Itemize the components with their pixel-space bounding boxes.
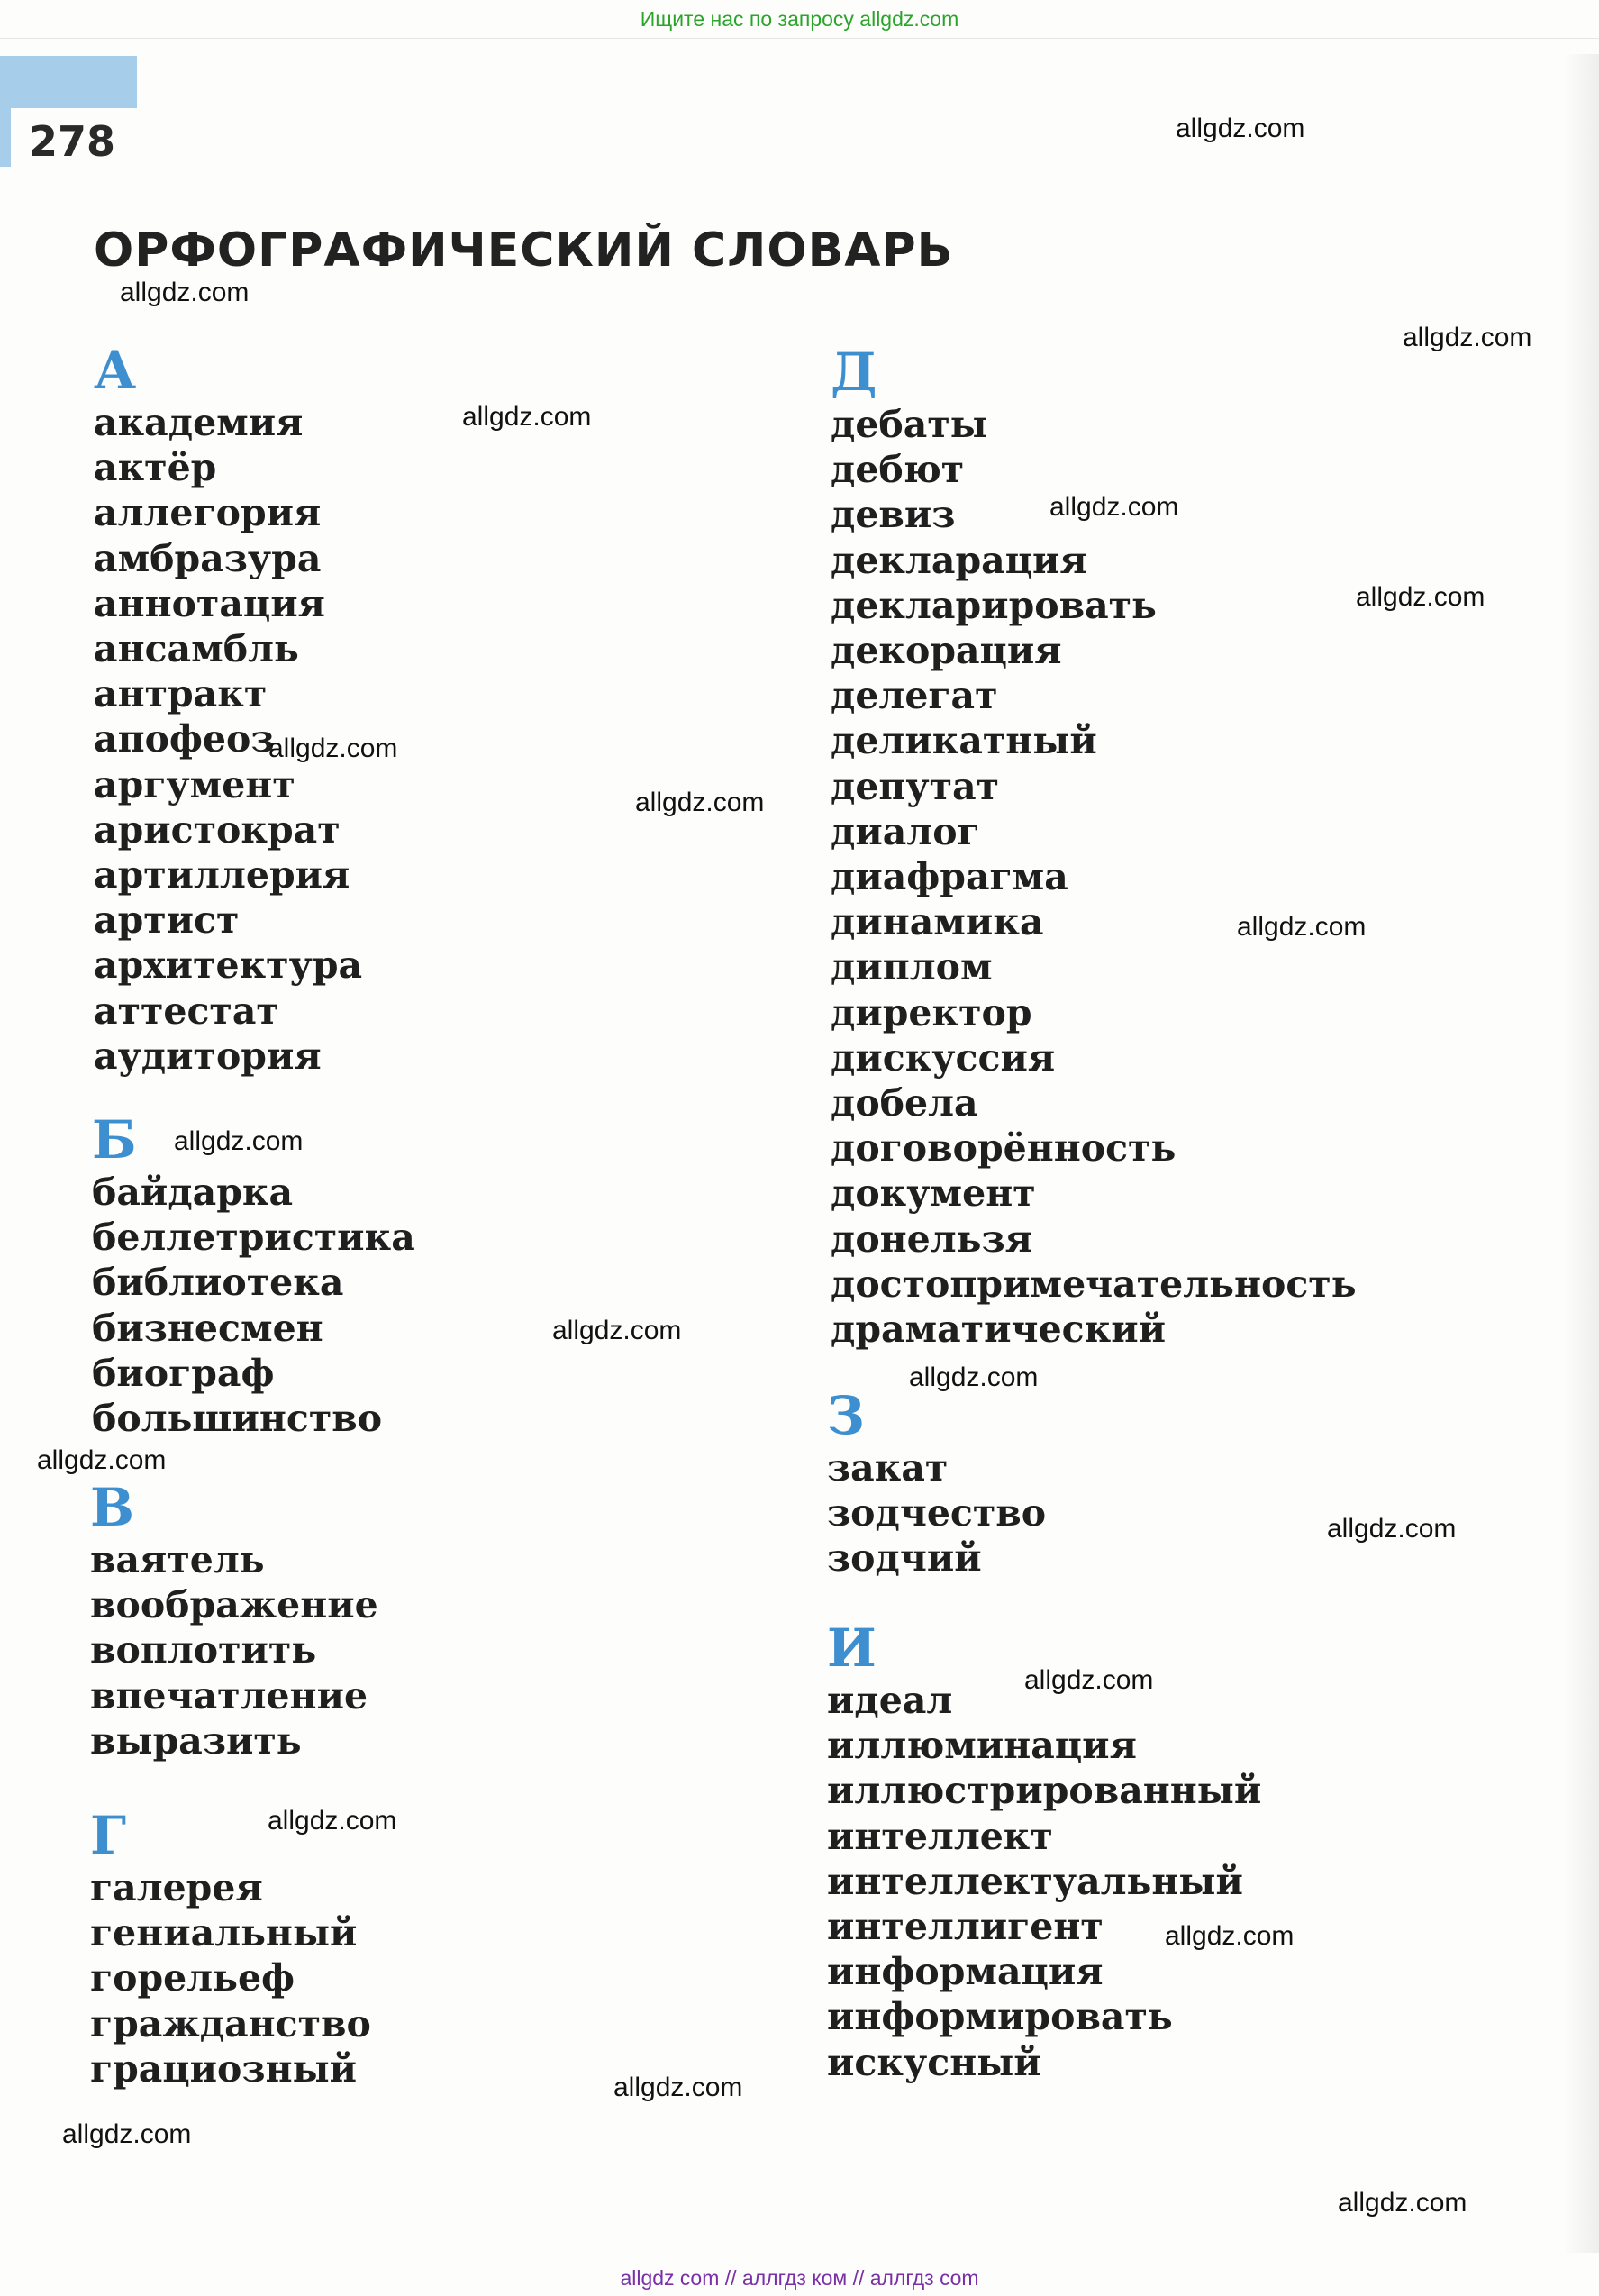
watermark: allgdz.com [1356,582,1485,612]
dictionary-word: информировать [827,1995,1173,2039]
watermark: allgdz.com [462,402,592,432]
watermark: allgdz.com [1327,1514,1457,1544]
dictionary-word: грациозный [90,2046,358,2091]
dictionary-word: декларировать [831,583,1157,627]
dictionary-word: депутат [831,764,1000,808]
dictionary-word: деликатный [831,719,1097,763]
dictionary-word: зодчий [827,1536,982,1581]
word-list [831,402,1357,1352]
dictionary-word: академия [94,401,304,444]
dictionary-word: воображение [90,1583,378,1627]
watermark: allgdz.com [37,1445,167,1475]
dictionary-word: гражданство [90,2001,371,2045]
watermark: allgdz.com [174,1126,304,1156]
dictionary-word: документ [831,1171,1036,1216]
word-list [827,1445,1046,1581]
section-b [92,1110,415,1441]
dictionary-word: дискуссия [831,1035,1056,1080]
bottom-banner[interactable]: allgdz com // аллгдз ком // аллгдз com [620,2266,979,2290]
watermark: allgdz.com [268,733,398,763]
watermark: allgdz.com [1237,912,1367,942]
dictionary-word: впечатление [90,1673,368,1717]
watermark: allgdz.com [1403,323,1532,352]
dictionary-word: декларация [831,538,1087,582]
dictionary-word: библиотека [92,1261,344,1305]
section-g [90,1806,371,2091]
dictionary-word: гениальный [90,1911,358,1955]
top-banner[interactable]: Ищите нас по запросу allgdz.com [0,0,1599,39]
watermark: allgdz.com [635,788,765,817]
section-z [827,1386,1046,1581]
dictionary-word: драматический [831,1307,1167,1352]
dictionary-word: аннотация [94,581,325,625]
section-letter: Б [92,1109,137,1171]
watermark: allgdz.com [909,1362,1039,1392]
dictionary-word: искусный [827,2040,1041,2084]
section-letter: А [94,340,137,401]
dictionary-word: закат [827,1446,949,1490]
dictionary-word: диплом [831,945,993,989]
dictionary-word: байдарка [92,1171,294,1214]
word-list [827,1678,1261,2085]
dictionary-word: воплотить [90,1628,317,1672]
dictionary-word: информация [827,1950,1104,1994]
watermark: allgdz.com [552,1316,682,1345]
dictionary-word: галерея [90,1866,263,1909]
dictionary-word: диафрагма [831,855,1068,899]
dictionary-word: аудитория [94,1034,322,1078]
section-letter: В [90,1477,135,1538]
dictionary-word: аллегория [94,491,322,535]
dictionary-word: достопримечательность [831,1262,1357,1306]
page-corner-tab [0,56,137,108]
dictionary-word: иллюминация [827,1724,1137,1768]
dictionary-word: динамика [831,900,1044,944]
dictionary-word: донельзя [831,1216,1032,1261]
dictionary-word: интеллигент [827,1905,1104,1949]
page-title: ОРФОГРАФИЧЕСКИЙ СЛОВАРЬ [94,223,954,278]
word-list [90,1865,371,2091]
dictionary-word: выразить [90,1718,302,1763]
dictionary-word: апофеоз [94,717,275,761]
dictionary-word: идеал [827,1679,953,1722]
dictionary-word: договорённость [831,1126,1177,1171]
page-number: 278 [29,117,116,166]
section-letter: И [827,1617,877,1679]
dictionary-word: аристократ [94,807,341,852]
watermark: allgdz.com [613,2073,743,2102]
dictionary-word: горельеф [90,1956,295,2000]
dictionary-word: артист [94,898,240,943]
dictionary-word: актёр [94,446,217,490]
section-v [90,1478,378,1763]
section-letter: Г [90,1805,127,1866]
watermark: allgdz.com [1338,2188,1467,2218]
dictionary-word: антракт [94,672,268,716]
dictionary-word: директор [831,990,1032,1034]
dictionary-word: добела [831,1081,978,1125]
watermark: allgdz.com [1165,1921,1295,1951]
page-edge-shadow [1563,54,1599,2253]
dictionary-word: интеллект [827,1814,1053,1858]
dictionary-word: ансамбль [94,627,299,671]
watermark: allgdz.com [1049,492,1179,522]
dictionary-word: ваятель [90,1538,265,1581]
dictionary-word: декорация [831,629,1062,673]
dictionary-word: беллетристика [92,1216,415,1260]
watermark: allgdz.com [120,278,250,307]
dictionary-word: амбразура [94,536,322,580]
section-letter: З [827,1385,865,1446]
word-list [90,1537,378,1763]
dictionary-word: девиз [831,493,956,537]
dictionary-word: зодчество [827,1491,1047,1535]
dictionary-word: дебют [831,448,965,492]
dictionary-word: артиллерия [94,853,350,897]
dictionary-word: большинство [92,1397,383,1441]
dictionary-word: архитектура [94,943,363,988]
dictionary-word: аттестат [94,989,279,1033]
dictionary-word: дебаты [831,403,987,446]
dictionary-word: делегат [831,674,998,718]
section-letter: Д [831,342,877,403]
watermark: allgdz.com [62,2119,192,2149]
section-a [94,341,362,1079]
dictionary-word: диалог [831,809,980,853]
dictionary-word: бизнесмен [92,1306,323,1350]
dictionary-word: биограф [92,1351,275,1395]
watermark: allgdz.com [268,1806,397,1836]
dictionary-word: аргумент [94,762,295,806]
word-list [92,1170,415,1441]
dictionary-word: иллюстрированный [827,1769,1262,1813]
dictionary-word: интеллектуальный [827,1859,1243,1903]
page-corner-tab-stub [0,108,11,167]
watermark: allgdz.com [1176,114,1305,143]
watermark: allgdz.com [1024,1665,1154,1695]
